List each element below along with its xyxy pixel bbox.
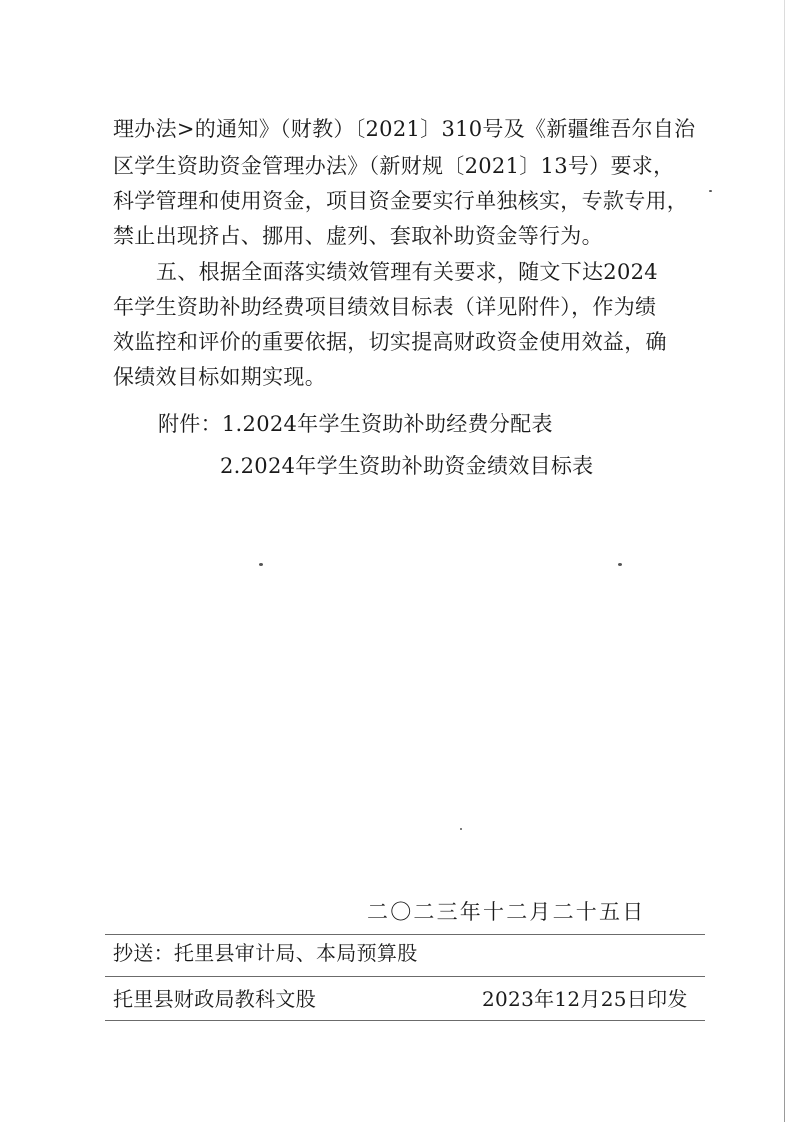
body-line-7: 效监控和评价的重要依据，切实提高财政资金使用效益，确 [113, 330, 667, 354]
body-line-8: 保绩效目标如期实现。 [113, 365, 326, 389]
issuing-office: 托里县财政局教科文股 [113, 987, 316, 1011]
scan-speck [618, 563, 622, 566]
cc-bottom-rule [105, 976, 705, 977]
scan-speck [259, 563, 263, 566]
scan-edge-shadow [784, 0, 785, 1122]
signature-date: 二〇二三年十二月二十五日 [367, 900, 646, 924]
scan-speck [460, 828, 462, 830]
scan-speck [709, 190, 712, 192]
cc-top-rule [105, 934, 705, 935]
body-line-2: 区学生资助资金管理办法》（新财规〔2021〕13号）要求， [113, 154, 675, 178]
body-line-4: 禁止出现挤占、挪用、虚列、套取补助资金等行为。 [113, 224, 603, 248]
cc-recipients: 抄送：托里县审计局、本局预算股 [113, 941, 418, 965]
attachment-item-1: 附件：1.2024年学生资助补助经费分配表 [158, 412, 553, 436]
footer-bottom-rule [105, 1020, 705, 1021]
body-line-3: 科学管理和使用资金，项目资金要实行单独核实，专款专用， [113, 189, 689, 213]
body-line-1: 理办法>的通知》（财教）〔2021〕310号及《新疆维吾尔自治 [113, 117, 696, 141]
issue-date: 2023年12月25日印发 [482, 987, 688, 1011]
attachment-item-2: 2.2024年学生资助补助资金绩效目标表 [220, 454, 594, 478]
body-line-6: 年学生资助补助经费项目绩效目标表（详见附件），作为绩 [113, 295, 657, 319]
body-line-5: 五、根据全面落实绩效管理有关要求，随文下达2024 [156, 260, 658, 284]
